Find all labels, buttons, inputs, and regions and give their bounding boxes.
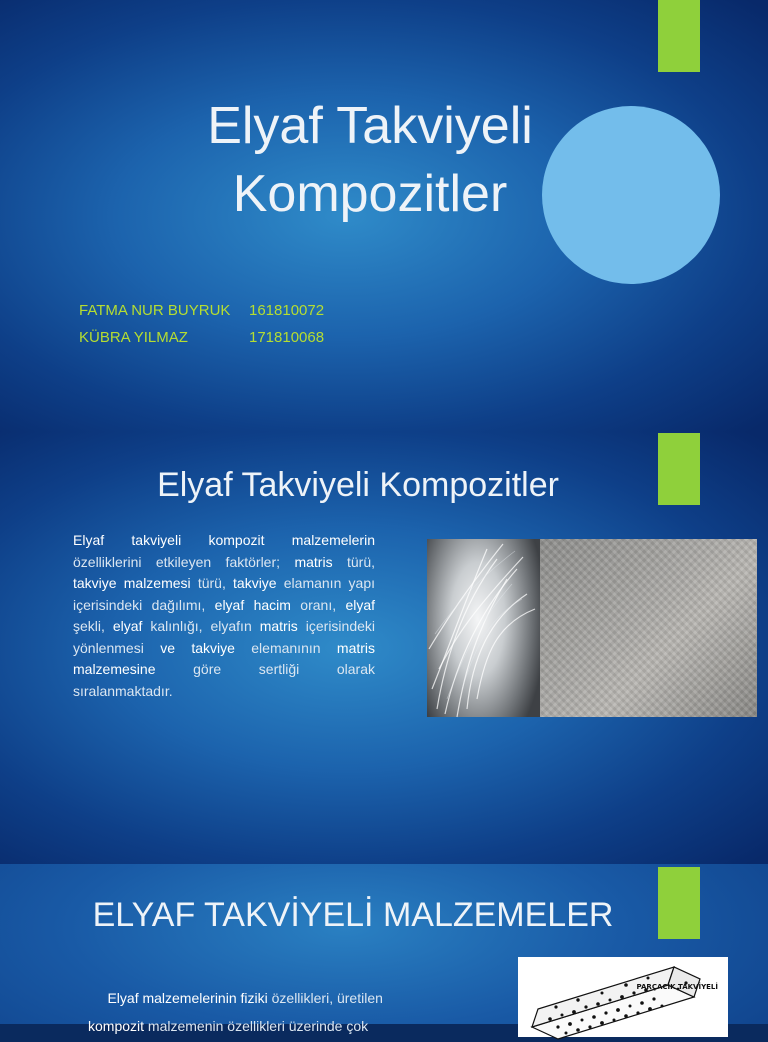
body-paragraph [88, 984, 428, 1040]
fiber-images [427, 539, 757, 717]
text-run: matris [259, 618, 298, 634]
text-run: elamanın yapı içerisindeki dağılımı, [73, 575, 375, 613]
title-line-1: Elyaf Takviyeli [207, 97, 533, 155]
slide-title [170, 92, 570, 228]
materials-slide [0, 864, 768, 1034]
fiber-strands [427, 539, 540, 717]
diagram-label: PARÇACIK TAKVİYELİ [636, 983, 718, 991]
body-paragraph [73, 530, 375, 702]
title-slide [0, 0, 768, 432]
author-id: 161810072 [249, 302, 325, 319]
text-run: ve takviye [160, 639, 235, 656]
particle-reinforced-diagram [518, 957, 728, 1037]
text-run: malzemenin özellikleri üzerinde çok [147, 1018, 369, 1034]
text-run: içerisindeki yönlenmesi [73, 618, 376, 656]
title-line-2: Kompozitler [232, 165, 508, 223]
author-row [79, 302, 324, 319]
author-row [79, 329, 324, 346]
text-run: oranı, [300, 596, 337, 613]
text-run: matris [294, 553, 333, 570]
text-run: elyaf hacim [214, 596, 291, 613]
content-slide [0, 432, 768, 864]
text-run: kalınlığı, elyafın [150, 618, 252, 634]
text-run: şekli, [73, 618, 105, 634]
text-run: elemanının [251, 639, 321, 656]
slide-title: ELYAF TAKVİYELİ MALZEMELER [92, 896, 614, 934]
author-name: KÜBRA YILMAZ [79, 329, 188, 346]
text-run: özelliklerini etkileyen faktörler; [73, 553, 281, 570]
decorative-circle [542, 106, 720, 284]
text-run: türü, [197, 575, 226, 591]
glass-fiber-image [427, 539, 540, 717]
text-run: elyaf [345, 596, 376, 613]
text-run: kompozit [88, 1018, 145, 1034]
slide-title: Elyaf Takviyeli Kompozitler [157, 466, 559, 504]
particle-diagram [518, 957, 728, 1037]
text-run: Elyaf malzemelerinin fiziki [107, 990, 268, 1006]
text-run: özellikleri, üretilen [271, 990, 383, 1006]
author-name: FATMA NUR BUYRUK [79, 302, 231, 319]
text-run: elyaf [112, 618, 143, 634]
text-run: göre sertliği olarak sıralanmaktadır. [73, 661, 376, 699]
accent-bar [658, 0, 700, 72]
author-id: 171810068 [249, 329, 325, 346]
text-run: türü, [347, 553, 376, 570]
text-run: matris malzemesine [73, 639, 376, 677]
text-run: Elyaf takviyeli kompozit malzemelerin [73, 532, 375, 548]
text-run: takviye malzemesi [73, 575, 191, 591]
fiber-cloth-image [540, 539, 757, 717]
text-run: takviye [233, 575, 277, 591]
